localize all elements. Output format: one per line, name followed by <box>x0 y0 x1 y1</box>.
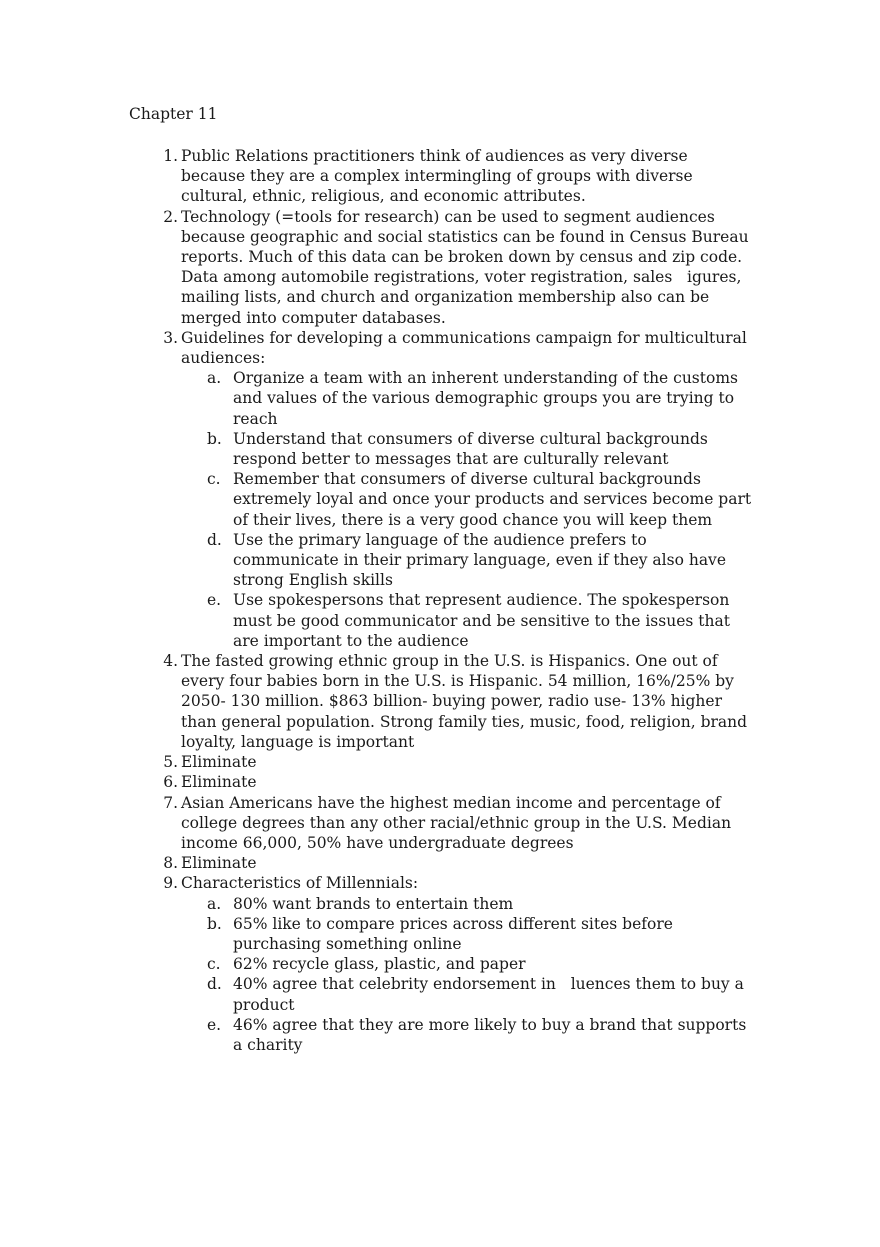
item-number: 5. <box>163 753 178 772</box>
outline-list <box>163 146 756 1055</box>
item-number: 4. <box>163 652 178 671</box>
subitem-text: Use spokespersons that represent audience. The spokesperson must be good communicator and be sensitive to the issues that are important to the audience <box>233 591 730 650</box>
subitem-text: 46% agree that they are more likely to buy a brand that supports a charity <box>233 1015 747 1054</box>
sublist-item-e <box>207 590 756 651</box>
subitem-letter: d. <box>207 530 222 549</box>
item-text: Characteristics of Millennials: <box>181 874 419 893</box>
item-text: Eliminate <box>181 854 257 873</box>
sublist-item-a <box>207 894 756 914</box>
subitem-letter: a. <box>207 369 222 388</box>
subitem-letter: e. <box>207 1015 222 1034</box>
subitem-text: Organize a team with an inherent understanding of the customs and values of the various demographic groups you are trying to reach <box>233 369 738 428</box>
list-item-8 <box>163 853 756 873</box>
item-number: 8. <box>163 854 178 873</box>
item-number: 6. <box>163 773 178 792</box>
sublist-item-e <box>207 1015 756 1055</box>
subitem-letter: c. <box>207 470 221 489</box>
list-item-5 <box>163 752 756 772</box>
subitem-text: Use the primary language of the audience prefers to communicate in their primary language, even if they also have strong English skills <box>233 530 726 590</box>
sublist-item-d <box>207 974 756 1014</box>
item-number: 2. <box>163 207 178 226</box>
subitem-letter: a. <box>207 894 222 913</box>
sublist-item-c <box>207 954 756 974</box>
item-number: 9. <box>163 874 178 893</box>
sublist-item-a <box>207 368 756 429</box>
item-text: Eliminate <box>181 773 257 792</box>
list-item-9 <box>163 873 756 1055</box>
item-text: Eliminate <box>181 753 257 772</box>
sublist-item-b <box>207 914 756 954</box>
guidelines-sublist <box>181 368 756 651</box>
item-text: The fasted growing ethnic group in the U.S. is Hispanics. One out of every four babies born in the U.S. is Hispanic. 54 million, 16%/25% by 2050- 130 million. $863 billion- buying power, radio use- 13% higher than general population. Strong family ties, music, food, religion, brand loyalty, language is important <box>181 652 748 751</box>
subitem-letter: e. <box>207 591 222 610</box>
list-item-1 <box>163 146 756 207</box>
subitem-text: Remember that consumers of diverse cultural backgrounds extremely loyal and once your products and services become part of their lives, there is a very good chance you will keep them <box>233 470 752 529</box>
subitem-text: 80% want brands to entertain them <box>233 894 514 913</box>
item-number: 1. <box>163 147 178 165</box>
subitem-letter: c. <box>207 955 221 974</box>
list-item-2 <box>163 207 756 328</box>
subitem-letter: b. <box>207 429 222 448</box>
list-item-4 <box>163 651 756 752</box>
item-text: Public Relations practitioners think of audiences as very diverse because they are a complex intermingling of groups with diverse cultural, ethnic, religious, and economic attributes. <box>181 147 693 206</box>
subitem-text: 40% agree that celebrity endorsement in luences them to buy a product <box>233 975 744 1014</box>
sublist-item-b <box>207 429 756 469</box>
sublist-item-d <box>207 530 756 591</box>
list-item-6 <box>163 772 756 792</box>
chapter-heading: Chapter 11 <box>129 105 218 123</box>
subitem-text: 65% like to compare prices across different sites before purchasing something online <box>233 914 673 953</box>
subitem-text: Understand that consumers of diverse cultural backgrounds respond better to messages that are culturally relevant <box>233 429 708 469</box>
subitem-letter: b. <box>207 914 222 933</box>
millennials-sublist <box>181 894 756 1056</box>
list-item-3 <box>163 328 756 651</box>
item-number: 7. <box>163 793 178 812</box>
subitem-text: 62% recycle glass, plastic, and paper <box>233 955 526 974</box>
item-number: 3. <box>163 328 178 347</box>
item-text: Technology (=tools for research) can be used to segment audiences because geographic and social statistics can be found in Census Bureau reports. Much of this data can be broken down by census and zip code. Data among automobile registrations, voter registration, sales igures, mailing lists, and church and organization membership also can be merged into computer databases. <box>181 207 749 327</box>
sublist-item-c <box>207 469 756 530</box>
list-item-7 <box>163 793 756 854</box>
subitem-letter: d. <box>207 975 222 994</box>
item-text: Guidelines for developing a communications campaign for multicultural audiences: <box>181 328 747 368</box>
item-text: Asian Americans have the highest median income and percentage of college degrees than any other racial/ethnic group in the U.S. Median income 66,000, 50% have undergraduate degrees <box>181 793 732 852</box>
